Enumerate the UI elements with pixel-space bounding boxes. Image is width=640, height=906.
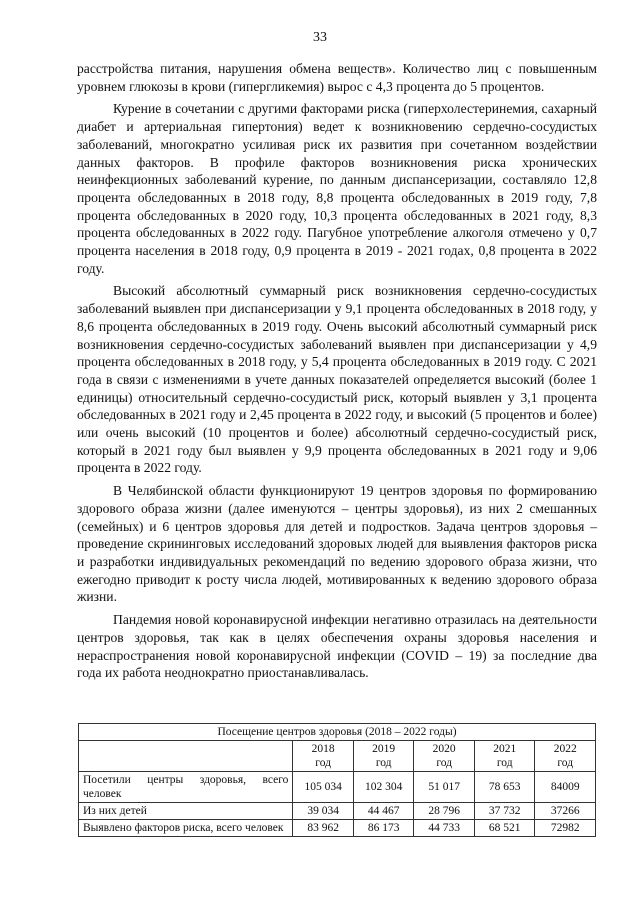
year-unit: год <box>557 757 574 769</box>
table-cell: 37266 <box>535 803 596 820</box>
year-value: 2018 <box>311 743 335 755</box>
row-label: Посетили центры здоровья, всего человек <box>79 772 293 803</box>
paragraph-3: Высокий абсолютный суммарный риск возникновения сердечно-сосудистых заболеваний выявлен при диспансеризации у 9,1 процента обследованных в 2018 году, у 8,6 процента обследованных в 2019 году. Очень высокий абсолютный суммарный риск возникновения сердечно-сосудистых заболеваний выявлен при диспансеризации у 4,9 процента обследованных в 2018 году, у 5,4 процента обследованных в 2019 году. С 2021 года в связи с изменениями в учете данных показателей определяется высокий (более 1 единицы) относительный сердечно-сосудистый риск, который выявлен у 3,1 процента обследованных в 2021 году и 2,45 процента в 2022 году, и высокий (5 процентов и более) или очень высокий (10 процентов и более) абсолютный сердечно-сосудистый риск, который в 2021 году был выявлен у 9,9 процента обследованных в 2021 году и 9,06 процента в 2022 году. <box>77 283 597 476</box>
table-row <box>79 820 596 837</box>
table-caption: Посещение центров здоровья (2018 – 2022 годы) <box>79 724 596 741</box>
table-row <box>79 772 596 803</box>
table-cell: 72982 <box>535 820 596 837</box>
table-cell: 39 034 <box>293 803 354 820</box>
table-cell: 78 653 <box>474 772 535 803</box>
table-row <box>79 803 596 820</box>
table-cell: 44 733 <box>414 820 475 837</box>
table-header-row <box>79 741 596 772</box>
row-label: Из них детей <box>79 803 293 820</box>
year-unit: год <box>436 757 453 769</box>
table-cell: 84009 <box>535 772 596 803</box>
table-cell: 37 732 <box>474 803 535 820</box>
paragraph-4: В Челябинской области функционируют 19 центров здоровья по формированию здорового образа жизни (далее именуются – центры здоровья), из них 2 смешанных (семейных) и 6 центров здоровья для детей и подростков. Задача центров здоровья – проведение скрининговых исследований здоровых людей для выявления факторов риска и разработки индивидуальных рекомендаций по ведению здорового образа жизни, что ежегодно приводит к росту числа людей, мотивированных к ведению здорового образа жизни. <box>77 483 597 605</box>
table-cell: 51 017 <box>414 772 475 803</box>
table-cell: 102 304 <box>353 772 414 803</box>
table-caption-row <box>79 724 596 741</box>
table-cell: 105 034 <box>293 772 354 803</box>
header-empty-cell <box>79 741 293 772</box>
table-cell: 44 467 <box>353 803 414 820</box>
year-value: 2022 <box>553 743 577 755</box>
year-header <box>293 741 354 772</box>
document-body <box>77 60 597 687</box>
table-cell: 83 962 <box>293 820 354 837</box>
paragraph-2: Курение в сочетании с другими факторами риска (гиперхолестеринемия, сахарный диабет и артериальная гипертония) ведет к возникновению сердечно-сосудистых заболеваний, многократно усиливая риск их развития при сочетанном воздействии данных факторов. В профиле факторов возникновения риска хронических неинфекционных заболеваний курение, по данным диспансеризации, составляло 12,8 процента обследованных в 2018 году, 8,8 процента обследованных в 2019 году, 7,8 процента обследованных в 2020 году, 10,3 процента обследованных в 2021 году, 8,3 процента обследованных в 2022 году. Пагубное употребление алкоголя отмечено у 0,7 процента населения в 2018 году, 0,9 процента в 2019 - 2021 годах, 0,8 процента в 2022 году. <box>77 101 597 276</box>
year-value: 2020 <box>432 743 456 755</box>
row-label: Выявлено факторов риска, всего человек <box>79 820 293 837</box>
table-cell: 68 521 <box>474 820 535 837</box>
health-centers-table <box>78 723 596 837</box>
year-header <box>535 741 596 772</box>
year-header <box>353 741 414 772</box>
page-number: 33 <box>313 30 327 45</box>
year-unit: год <box>496 757 513 769</box>
year-unit: год <box>315 757 331 769</box>
year-value: 2021 <box>493 743 517 755</box>
year-header <box>474 741 535 772</box>
table-cell: 28 796 <box>414 803 475 820</box>
paragraph-1: расстройства питания, нарушения обмена веществ». Количество лиц с повышенным уровнем глюкозы в крови (гипергликемия) вырос с 4,3 процента до 5 процентов. <box>77 61 597 94</box>
table-cell: 86 173 <box>353 820 414 837</box>
paragraph-5: Пандемия новой коронавирусной инфекции негативно отразилась на деятельности центров здоровья, так как в целях обеспечения охраны здоровья населения и нераспространения новой коронавирусной инфекции (COVID – 19) за последние два года их работа неоднократно приостанавливалась. <box>77 612 597 681</box>
year-header <box>414 741 475 772</box>
year-unit: год <box>375 757 392 769</box>
year-value: 2019 <box>372 743 396 755</box>
